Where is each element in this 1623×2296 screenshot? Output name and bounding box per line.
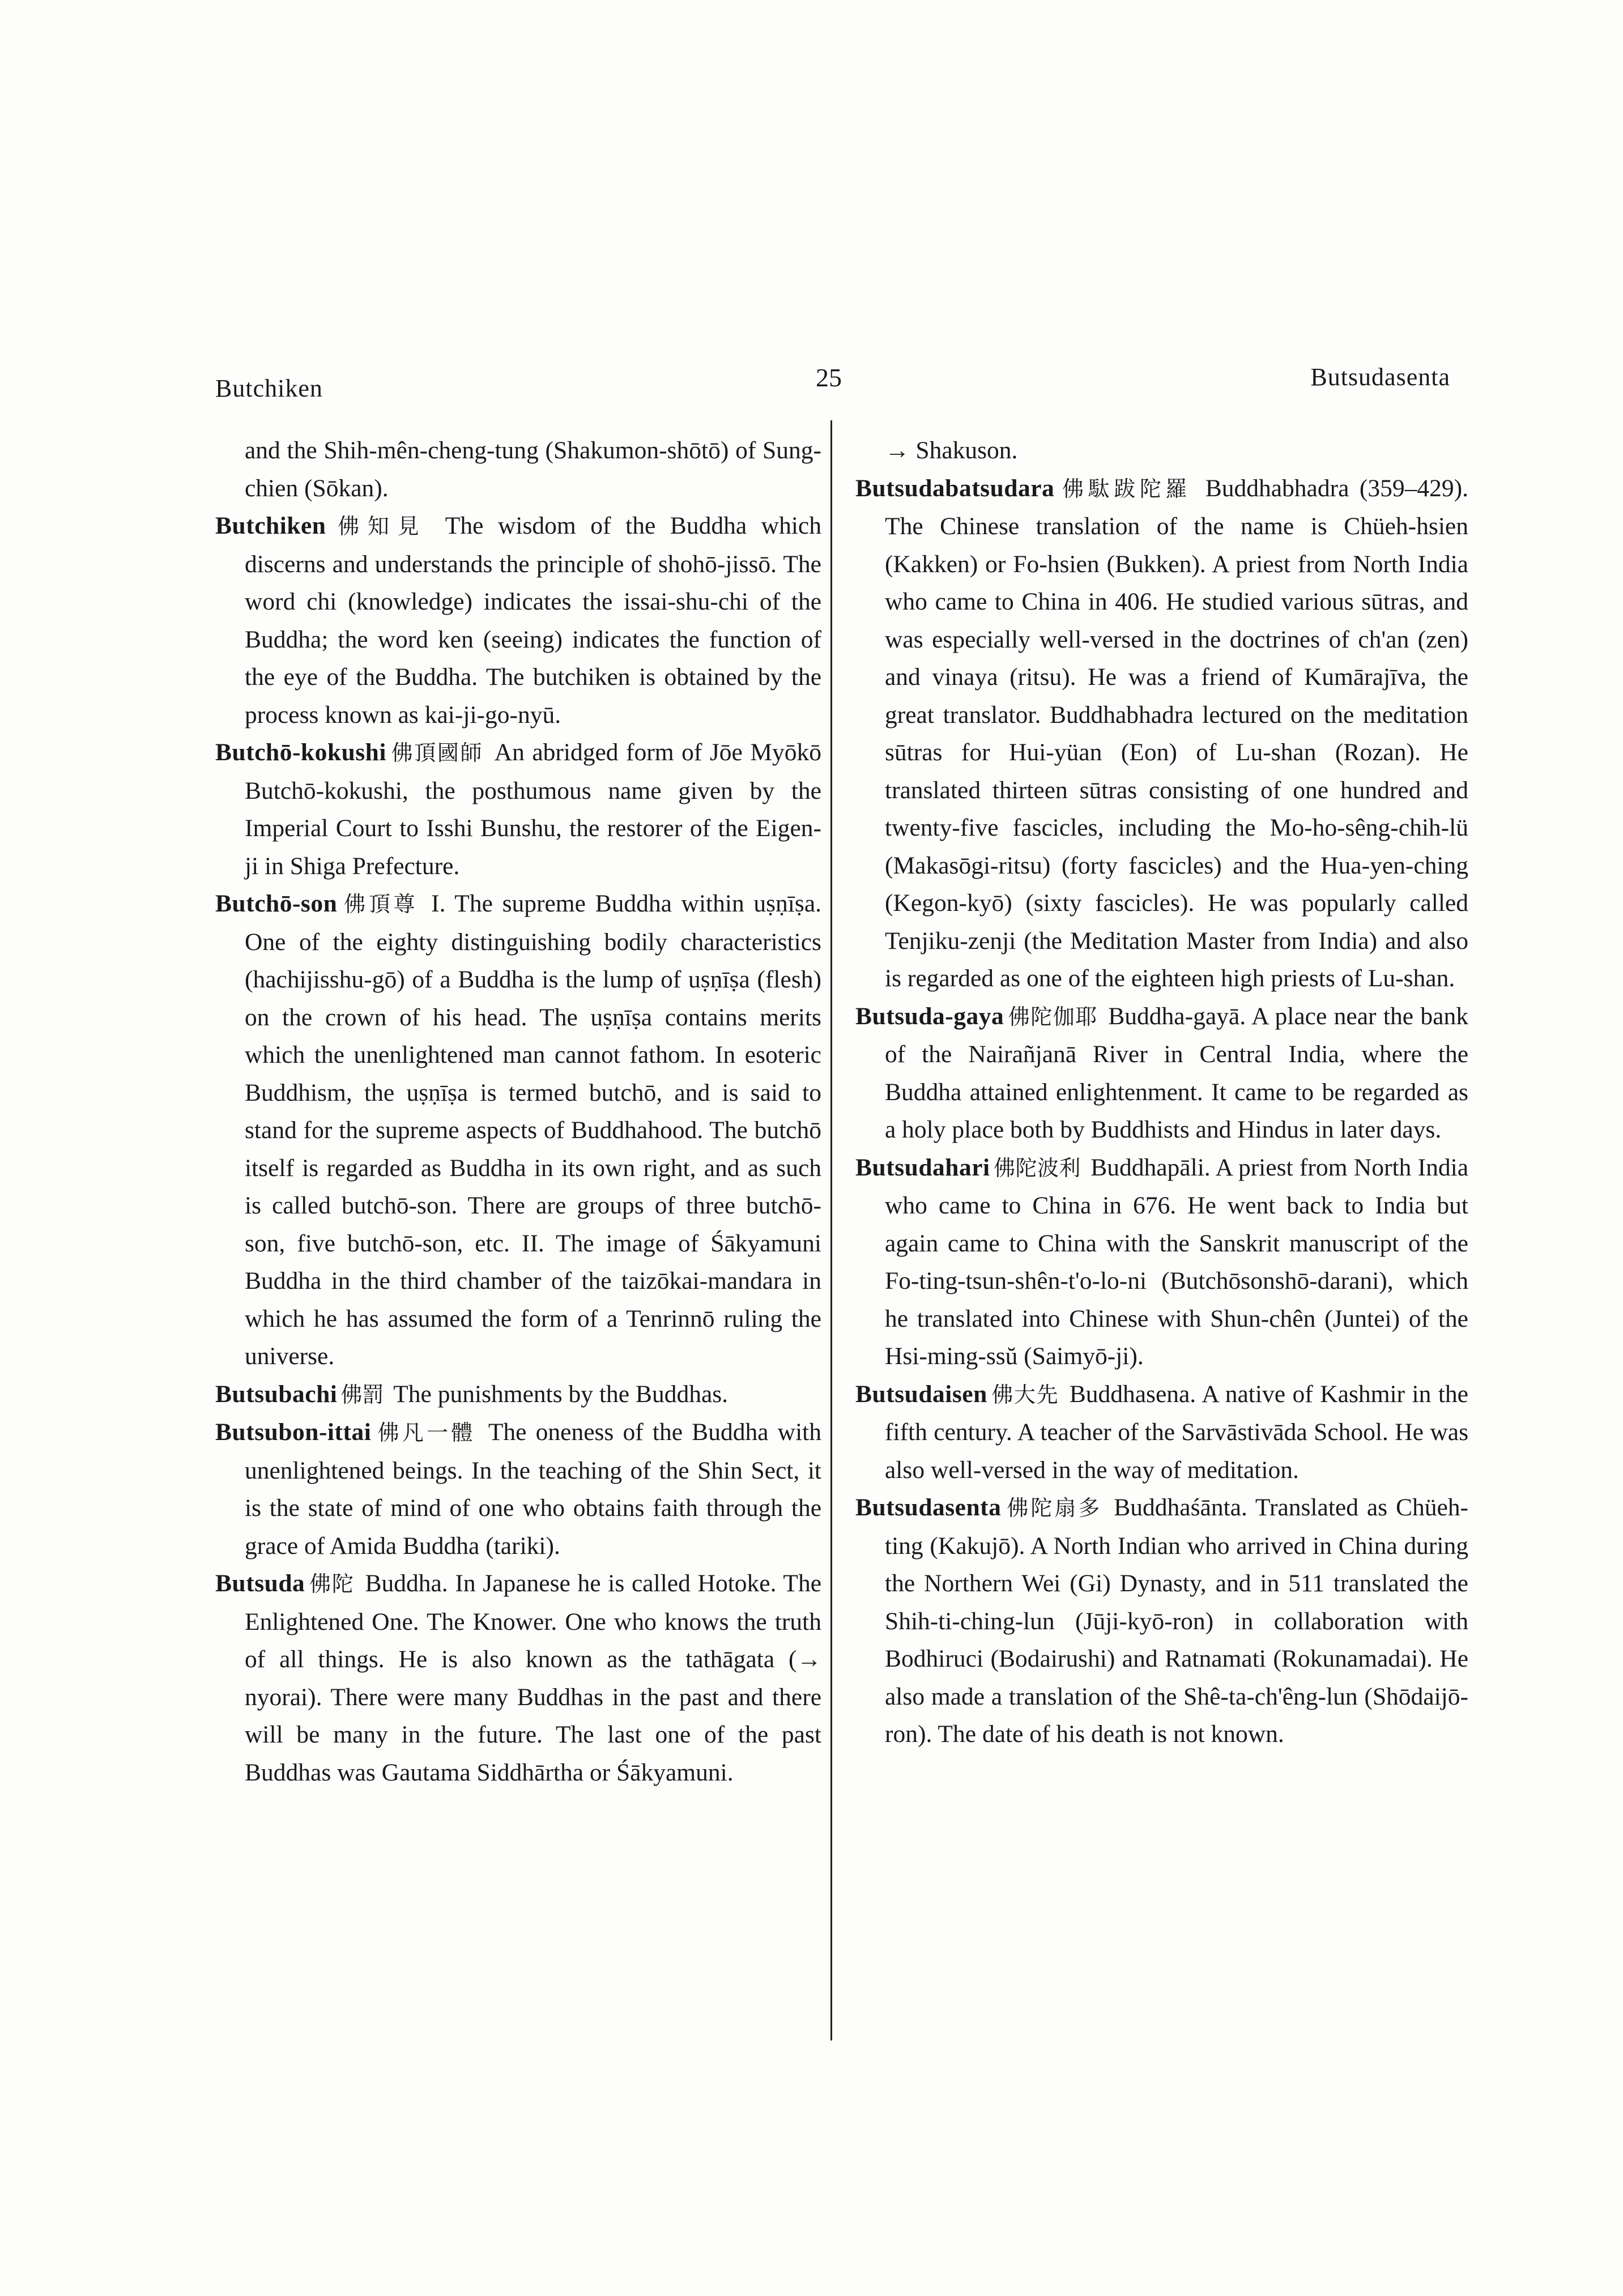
header-right-guideword: Butsudasenta: [1310, 363, 1450, 391]
entry-text: Buddha. In Japanese he is called Hotoke. The Enlightened One. The Knower. One who knows the truth of all things. He is also known as the tathāgata (→ nyorai). There were many Buddhas in the past and there will be many in the future. The last one of the past Buddhas was Gautama Siddhārtha or Śākyamuni.: [245, 1570, 821, 1786]
dictionary-entry: [215, 432, 821, 507]
entry-text: and the Shih-mên-cheng-tung (Shakumon-shōtō) of Sung-chien (Sōkan).: [245, 437, 821, 502]
entry-text: Buddhaśānta. Translated as Chüeh-ting (Kakujō). A North Indian who arrived in China during the Northern Wei (Gi) Dynasty, and in 511 translated the Shih-ti-ching-lun (Jūji-kyō-ron) in collaboration with Bodhiruci (Bodairushi) and Ratnamati (Rokunamadai). He also made a translation of the Shê-ta-ch'êng-lun (Shōdaijō-ron). The date of his death is not known.: [885, 1494, 1468, 1748]
column-divider: [830, 420, 832, 2041]
entry-headword: Butsuda: [215, 1570, 305, 1597]
entry-characters: 佛頂尊: [340, 892, 419, 917]
dictionary-entry: [855, 432, 1468, 470]
dictionary-entry: [855, 1149, 1468, 1375]
header-left-guideword: Butchiken: [215, 374, 323, 402]
entry-characters: 佛陀波利: [993, 1155, 1081, 1181]
entry-text: An abridged form of Jōe Myōkō Butchō-kokushi, the posthumous name given by the Imperial Court to Isshi Bunshu, the restorer of the Eigen-ji in Shiga Prefecture.: [245, 739, 821, 880]
right-column: [855, 432, 1468, 1753]
running-header: [215, 363, 1450, 408]
entry-characters: 佛陀: [308, 1571, 355, 1596]
entry-text: Buddhapāli. A priest from North India who came to China in 676. He went back to India but again came to China with the Sanskrit manuscript of the Fo-ting-tsun-shên-t'o-lo-ni (Butchōsonshō-darani), which he translated into Chinese with Shun-chên (Juntei) of the Hsi-ming-ssŭ (Saimyō-ji).: [885, 1153, 1469, 1370]
dictionary-entry: [215, 734, 821, 885]
entry-headword: Butsudasenta: [855, 1494, 1002, 1521]
entry-headword: Butsudaisen: [855, 1380, 987, 1408]
entry-headword: Butsudabatsudara: [855, 474, 1055, 502]
entry-characters: 佛陀伽耶: [1007, 1004, 1098, 1029]
dictionary-entry: [215, 885, 821, 1375]
page-number: 25: [816, 363, 842, 392]
entry-text: The oneness of the Buddha with unenlightened beings. In the teaching of the Shin Sect, it is the state of mind of one who obtains faith through the grace of Amida Buddha (tariki).: [245, 1419, 821, 1560]
entry-headword: Butsudahari: [855, 1153, 990, 1181]
dictionary-entry: [215, 1413, 821, 1565]
entry-headword: Butsubachi: [215, 1380, 338, 1408]
entry-text: Buddhasena. A native of Kashmir in the fifth century. A teacher of the Sarvāstivāda School. He was also well-versed in the way of meditation.: [885, 1380, 1468, 1484]
entry-text: The punishments by the Buddhas.: [393, 1380, 729, 1408]
entry-characters: 佛知見: [329, 514, 428, 539]
entry-text: Buddhabhadra (359–429). The Chinese translation of the name is Chüeh-hsien (Kakken) or Fo-hsien (Bukken). A priest from North India who came to China in 406. He studied various sūtras, and was especially well-versed in the doctrines of ch'an (zen) and vinaya (ritsu). He was a friend of Kumārajīva, the great translator. Buddhabhadra lectured on the meditation sūtras for Hui-yüan (Eon) of Lu-shan (Rozan). He translated thirteen sūtras consisting of one hundred and twenty-five fascicles, including the Mo-ho-sêng-chih-lü (Makasōgi-ritsu) (forty fascicles) and the Hua-yen-ching (Kegon-kyō) (sixty fascicles). He was popularly called Tenjiku-zenji (the Meditation Master from India) and also is regarded as one of the eighteen high priests of Lu-shan.: [885, 474, 1468, 992]
entry-characters: 佛頂國師: [389, 740, 484, 765]
dictionary-entry: [855, 1489, 1468, 1753]
left-column: [215, 432, 821, 1791]
dictionary-entry: [215, 507, 821, 734]
entry-headword: Butchō-son: [215, 890, 338, 917]
dictionary-entry: [855, 998, 1468, 1149]
dictionary-entry: [215, 1375, 821, 1414]
entry-text: → Shakuson.: [885, 437, 1018, 464]
entry-text: The wisdom of the Buddha which discerns and understands the principle of shohō-jissō. The word chi (knowledge) indicates the issai-shu-chi of the Buddha; the word ken (seeing) indicates the function of the eye of the Buddha. The butchiken is obtained by the process known as kai-ji-go-nyū.: [245, 512, 821, 729]
entry-characters: 佛駄跋陀羅: [1058, 476, 1192, 501]
entry-headword: Butchiken: [215, 512, 326, 539]
entry-text: I. The supreme Buddha within uṣṇīṣa. One of the eighty distinguishing bodily characteristics (hachijisshu-gō) of a Buddha is the lump of uṣṇīṣa (flesh) on the crown of his head. The uṣṇīṣa contains merits which the unenlightened man cannot fathom. In esoteric Buddhism, the uṣṇīṣa is termed butchō, and is said to stand for the supreme aspects of Buddhahood. The butchō itself is regarded as Buddha in its own right, and as such is called butchō-son. There are groups of three butchō-son, five butchō-son, etc. II. The image of Śākyamuni Buddha in the third chamber of the taizōkai-mandara in which he has assumed the form of a Tenrinnō ruling the universe.: [245, 890, 822, 1370]
entry-headword: Butsubon-ittai: [215, 1419, 372, 1446]
dictionary-entry: [855, 470, 1468, 998]
dictionary-entry: [855, 1375, 1468, 1489]
entry-headword: Butchō-kokushi: [215, 739, 386, 766]
entry-characters: 佛陀扇多: [1004, 1496, 1102, 1520]
entry-characters: 佛凡一體: [374, 1420, 476, 1445]
entry-characters: 佛罰: [340, 1382, 384, 1407]
entry-headword: Butsuda-gaya: [855, 1002, 1004, 1030]
dictionary-entry: [215, 1565, 821, 1791]
entry-text: Buddha-gayā. A place near the bank of the Nairañjanā River in Central India, where the Buddha attained enlightenment. It came to be regarded as a holy place both by Buddhists and Hindus in later days.: [885, 1002, 1468, 1143]
entry-characters: 佛大先: [990, 1382, 1059, 1407]
